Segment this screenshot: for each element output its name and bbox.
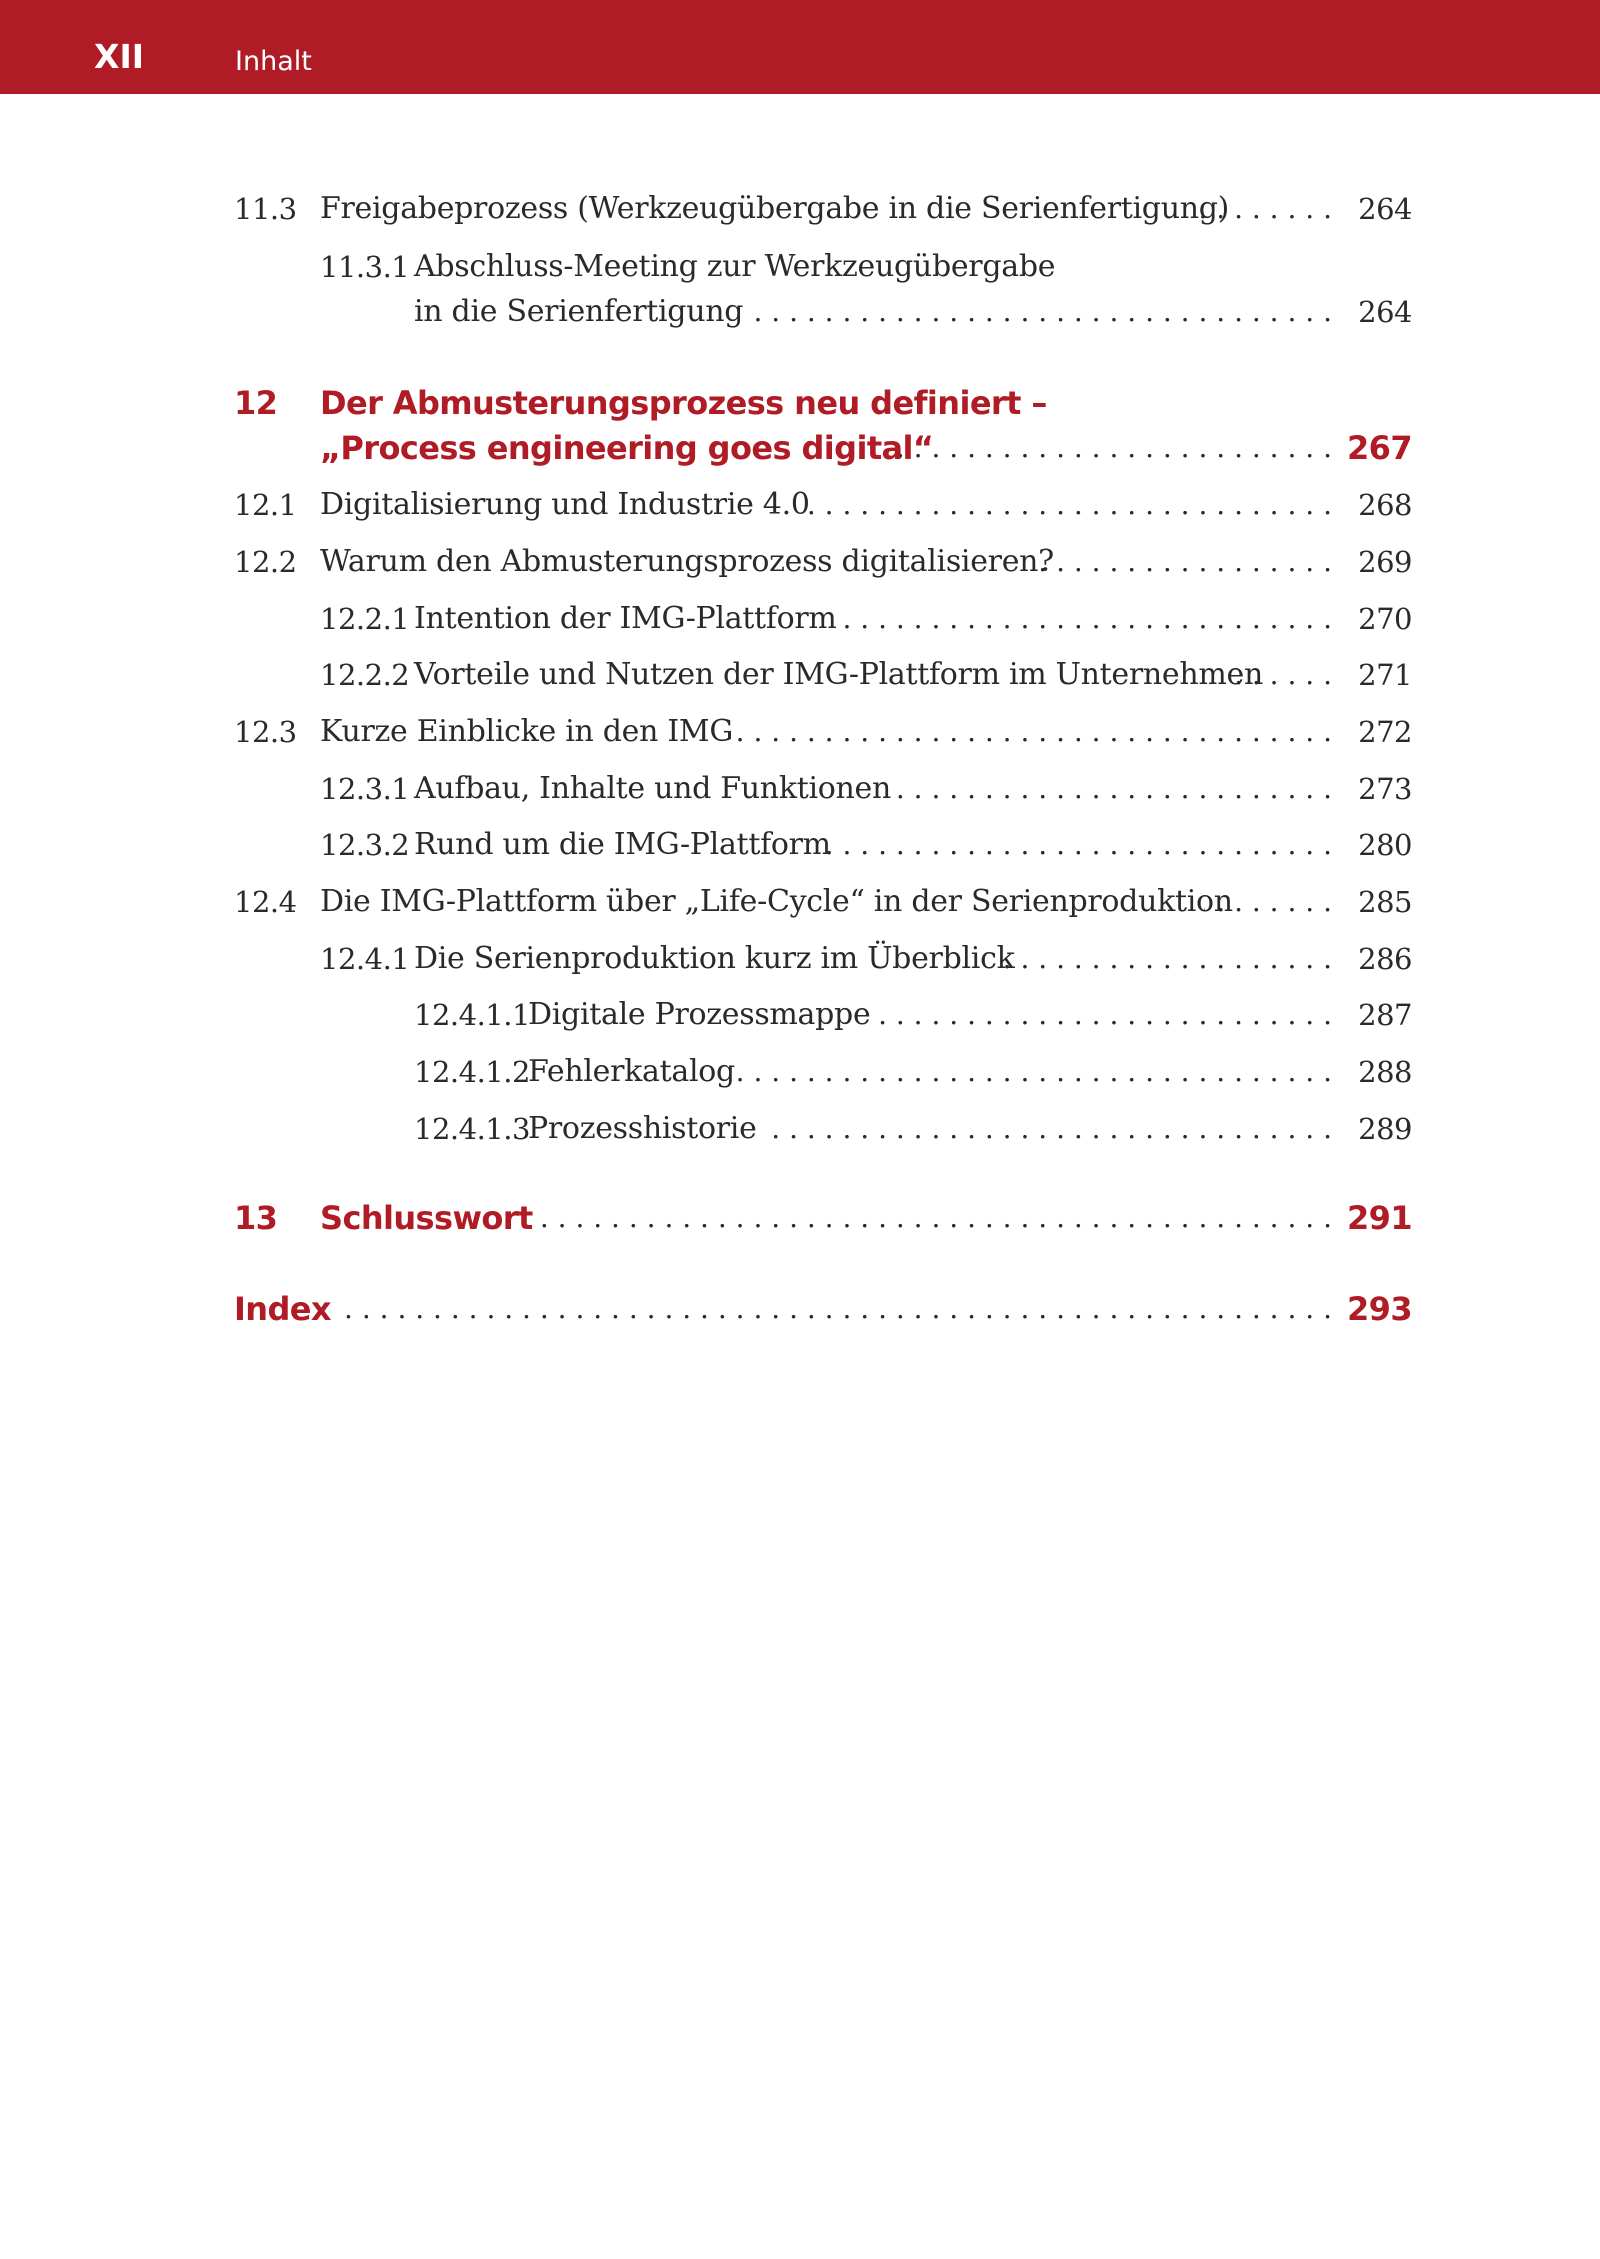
toc-entry-title: Kurze Einblicke in den IMG bbox=[320, 714, 733, 749]
toc-index-title: Index bbox=[234, 1290, 331, 1328]
toc-entry-page: 264 bbox=[1358, 295, 1412, 329]
toc-entry-title: Digitale Prozessmappe bbox=[528, 997, 871, 1032]
toc-leader-dots bbox=[736, 1049, 1332, 1095]
toc-leader-dots bbox=[1236, 652, 1332, 698]
toc-entry-number: 12.4.1.1 bbox=[414, 998, 530, 1032]
toc-chapter-title-continued: „Process engineering goes digital“ bbox=[320, 429, 934, 467]
toc-entry-page: 273 bbox=[1358, 772, 1412, 806]
toc-entry-page: 288 bbox=[1358, 1055, 1412, 1089]
toc-entry-page: 268 bbox=[1358, 488, 1412, 522]
running-header-title: Inhalt bbox=[235, 46, 312, 77]
toc-leader-dots bbox=[822, 822, 1332, 868]
toc-entry-title: Prozesshistorie bbox=[528, 1111, 757, 1146]
toc-leader-dots bbox=[1004, 936, 1332, 982]
toc-entry-title: Die Serienproduktion kurz im Überblick bbox=[414, 941, 1015, 976]
toc-leader-dots bbox=[334, 1286, 1332, 1332]
toc-entry-number: 12.4.1.2 bbox=[414, 1055, 530, 1089]
toc-entry-page: 280 bbox=[1358, 828, 1412, 862]
toc-entry-number: 12.4.1.3 bbox=[414, 1112, 530, 1146]
toc-entry-title: Aufbau, Inhalte und Funktionen bbox=[414, 771, 892, 806]
toc-entry-page: 269 bbox=[1358, 545, 1412, 579]
toc-entry-page: 264 bbox=[1358, 192, 1412, 226]
toc-chapter-number: 12 bbox=[234, 384, 278, 422]
toc-entry-number: 12.2.1 bbox=[320, 602, 410, 636]
toc-entry-page: 285 bbox=[1358, 885, 1412, 919]
toc-entry-title: Die IMG-Plattform über „Life-Cycle“ in der Serienproduktion bbox=[320, 884, 1233, 919]
toc-index-page: 293 bbox=[1347, 1290, 1412, 1328]
toc-leader-dots bbox=[1204, 879, 1332, 925]
toc-entry-page: 286 bbox=[1358, 942, 1412, 976]
toc-entry-page: 289 bbox=[1358, 1112, 1412, 1146]
toc-entry-page: 287 bbox=[1358, 998, 1412, 1032]
toc-chapter-page: 291 bbox=[1347, 1199, 1412, 1237]
toc-leader-dots bbox=[534, 1195, 1332, 1241]
toc-entry-title-continued: in die Serienfertigung bbox=[414, 294, 744, 329]
toc-entry-page: 271 bbox=[1358, 658, 1412, 692]
toc-entry-page: 270 bbox=[1358, 602, 1412, 636]
toc-entry-title: Warum den Abmusterungsprozess digitalisieren? bbox=[320, 544, 1054, 579]
toc-leader-dots bbox=[802, 482, 1332, 528]
toc-entry-title: Rund um die IMG-Plattform bbox=[414, 827, 831, 862]
toc-entry-number: 12.4 bbox=[234, 885, 297, 919]
toc-entry-page: 272 bbox=[1358, 715, 1412, 749]
toc-leader-dots bbox=[770, 1106, 1332, 1152]
toc-entry-number: 12.3.1 bbox=[320, 772, 410, 806]
toc-entry-title: Fehlerkatalog bbox=[528, 1054, 735, 1089]
toc-entry-number: 12.3 bbox=[234, 715, 297, 749]
toc-entry-title: Intention der IMG-Plattform bbox=[414, 601, 837, 636]
toc-leader-dots bbox=[900, 425, 1332, 471]
page-number: XII bbox=[94, 37, 144, 76]
toc-entry-number: 12.1 bbox=[234, 488, 297, 522]
toc-chapter-page: 267 bbox=[1347, 429, 1412, 467]
toc-entry-number: 12.3.2 bbox=[320, 828, 410, 862]
toc-entry-title: Freigabeprozess (Werkzeugübergabe in die Serienfertigung) bbox=[320, 191, 1230, 226]
toc-leader-dots bbox=[834, 596, 1332, 642]
toc-leader-dots bbox=[1034, 539, 1332, 585]
toc-leader-dots bbox=[1200, 186, 1332, 232]
toc-entry-title: Digitalisierung und Industrie 4.0 bbox=[320, 487, 810, 522]
toc-entry-number: 11.3 bbox=[234, 192, 297, 226]
toc-leader-dots bbox=[872, 992, 1332, 1038]
toc-chapter-title: Schlusswort bbox=[320, 1199, 533, 1237]
toc-leader-dots bbox=[886, 766, 1332, 812]
toc-chapter-number: 13 bbox=[234, 1199, 278, 1237]
toc-entry-title: Vorteile und Nutzen der IMG-Plattform im Unternehmen bbox=[414, 657, 1264, 692]
toc-entry-number: 12.2 bbox=[234, 545, 297, 579]
toc-leader-dots bbox=[750, 289, 1332, 335]
toc-entry-number: 12.4.1 bbox=[320, 942, 410, 976]
toc-entry-title: Abschluss-Meeting zur Werkzeugübergabe bbox=[414, 249, 1056, 284]
toc-chapter-title: Der Abmusterungsprozess neu definiert – bbox=[320, 384, 1047, 422]
toc-leader-dots bbox=[734, 709, 1332, 755]
toc-entry-number: 12.2.2 bbox=[320, 658, 410, 692]
toc-entry-number: 11.3.1 bbox=[320, 250, 410, 284]
